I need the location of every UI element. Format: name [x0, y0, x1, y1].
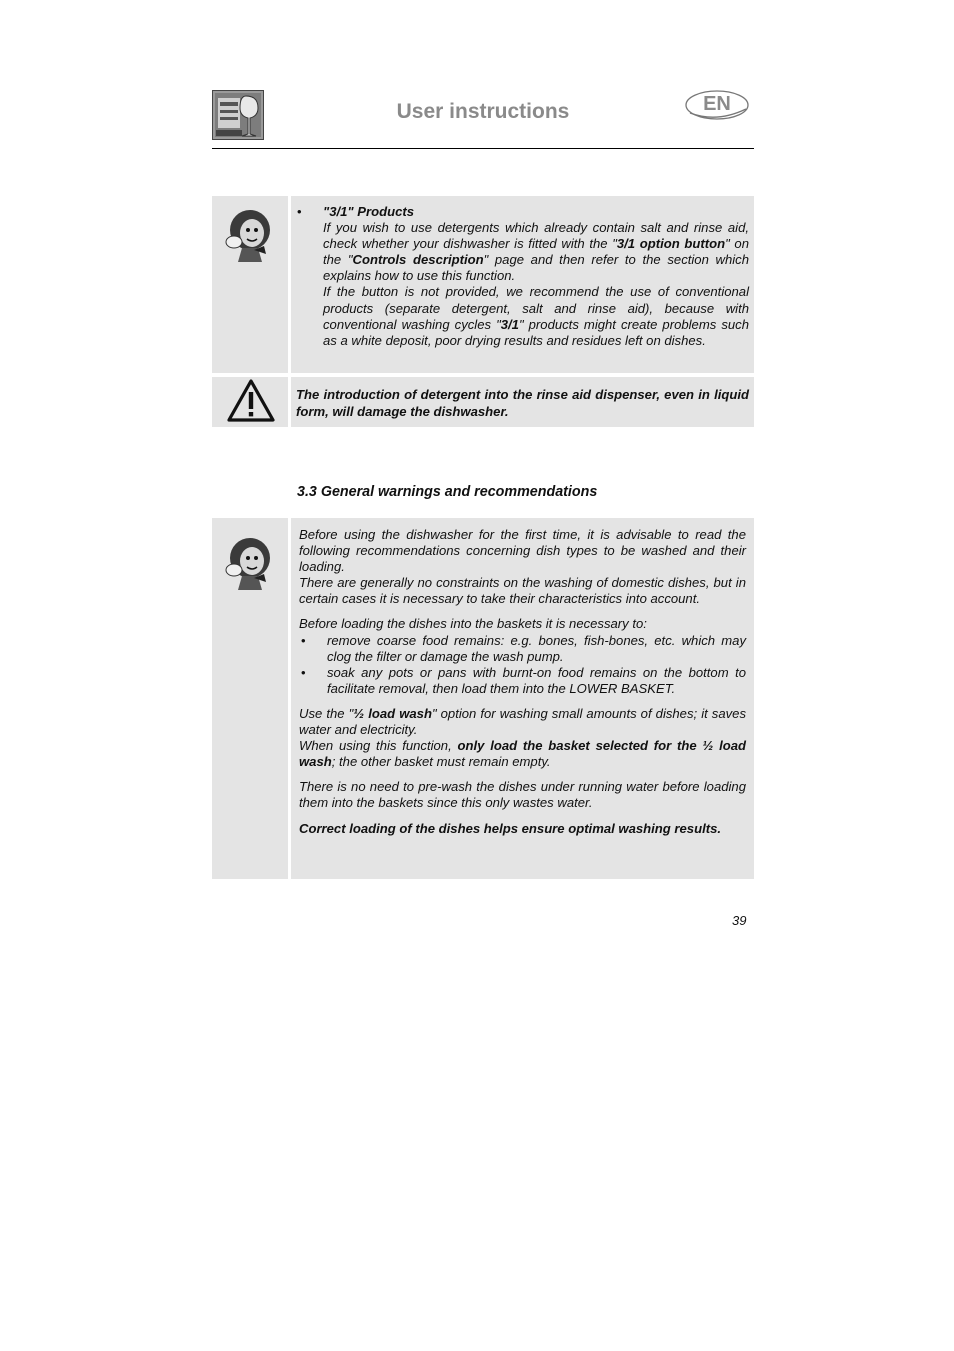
section-heading: 3.3 General warnings and recommendations — [297, 484, 598, 500]
paragraph: If the button is not provided, we recommend the use of conventional products (separate detergent, salt and rinse aid), because with conventional washing cycles "3/1" products might create problems such as a white deposit, poor drying results and residues left on dishes. — [323, 284, 749, 348]
page-title: User instructions — [396, 100, 570, 123]
advisor-character-icon — [224, 206, 276, 262]
text-cell — [291, 377, 754, 427]
bullet-symbol: • — [301, 664, 306, 680]
item-heading: "3/1" Products — [323, 204, 415, 219]
warning-triangle-icon — [226, 378, 276, 424]
paragraph: Use the "½ load wash" option for washing small amounts of dishes; it saves water and electricity. — [299, 705, 747, 738]
text-cell — [291, 196, 754, 373]
list-item — [299, 633, 746, 665]
list-item — [295, 204, 749, 349]
paragraph: If you wish to use detergents which already contain salt and rinse aid, check whether your dishwasher is fitted with the "3/1 option button" on the "Controls description" page and then refer to the section which explains how to use this function. — [323, 220, 749, 284]
advisor-character-icon — [224, 534, 276, 590]
icon-cell — [212, 196, 288, 373]
text-cell — [291, 518, 754, 879]
info-box-3-1-products — [212, 196, 754, 373]
language-code: EN — [703, 93, 731, 115]
page-number: 39 — [732, 913, 747, 928]
bullet-symbol: • — [297, 204, 302, 219]
page-header — [212, 88, 754, 150]
icon-cell — [212, 518, 288, 879]
icon-cell — [212, 377, 288, 427]
info-box-general-warnings — [212, 518, 754, 879]
paragraph: Before using the dishwasher for the first time, it is advisable to read the following recommendations concerning dish types to be washed and their loading. — [299, 527, 746, 575]
language-badge — [684, 89, 750, 121]
list-item-text: soak any pots or pans with burnt-on food remains on the bottom to facilitate removal, then load them into the LOWER BASKET. — [327, 664, 746, 696]
list-item-text: remove coarse food remains: e.g. bones, fish-bones, etc. which may clog the filter or damage the wash pump. — [327, 632, 746, 664]
bullet-symbol: • — [301, 632, 306, 648]
header-divider — [212, 148, 754, 149]
warning-text: The introduction of detergent into the rinse aid dispenser, even in liquid form, will damage the dishwasher. — [296, 387, 749, 419]
warning-box — [212, 377, 754, 427]
list-item — [299, 665, 746, 697]
paragraph: When using this function, only load the basket selected for the ½ load wash; the other basket must remain empty. — [299, 738, 747, 770]
paragraph: Before loading the dishes into the baskets it is necessary to: — [299, 616, 647, 632]
paragraph: Correct loading of the dishes helps ensure optimal washing results. — [299, 820, 721, 836]
paragraph: There are generally no constraints on the washing of domestic dishes, but in certain cases it is necessary to take their characteristics into account. — [299, 575, 746, 607]
paragraph: There is no need to pre-wash the dishes under running water before loading them into the baskets since this only wastes water. — [299, 779, 746, 811]
